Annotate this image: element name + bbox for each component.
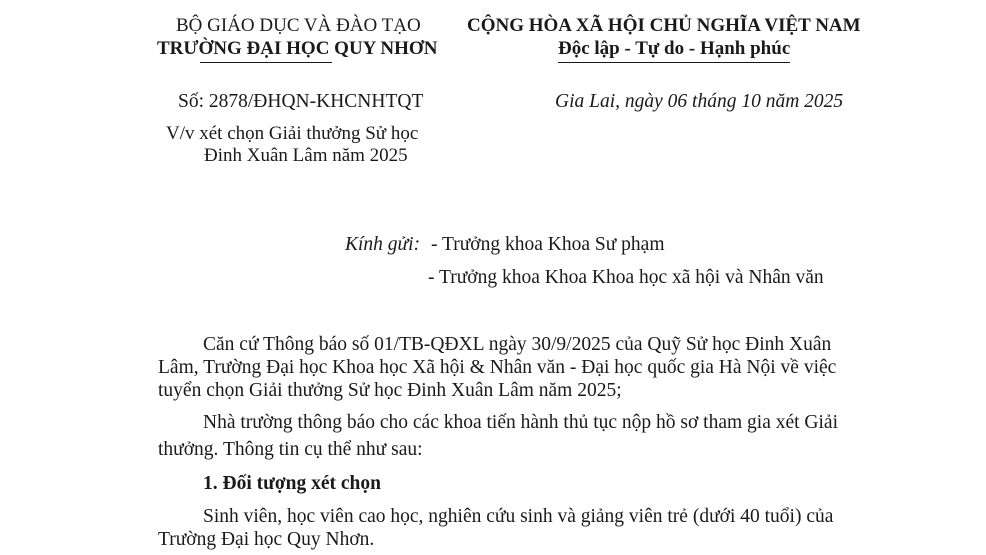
section-1-heading: 1. Đối tượng xét chọn: [203, 473, 381, 494]
subject-line-2: Đinh Xuân Lâm năm 2025: [204, 145, 408, 166]
recipients-label: Kính gửi:: [345, 234, 421, 255]
paragraph-2-line-1: Nhà trường thông báo cho các khoa tiến hành thủ tục nộp hồ sơ tham gia xét Giải: [203, 412, 838, 433]
recipient-2: - Trưởng khoa Khoa Khoa học xã hội và Nhân văn: [428, 267, 824, 288]
ministry-name: BỘ GIÁO DỤC VÀ ĐÀO TẠO: [176, 15, 421, 36]
paragraph-1-line-3: tuyển chọn Giải thưởng Sử học Đinh Xuân Lâm năm 2025;: [158, 380, 622, 401]
university-underline: [200, 62, 332, 63]
subject-line-1: V/v xét chọn Giải thưởng Sử học: [166, 123, 419, 144]
place-date: Gia Lai, ngày 06 tháng 10 năm 2025: [555, 91, 844, 112]
paragraph-1-line-1: Căn cứ Thông báo số 01/TB-QĐXL ngày 30/9/2025 của Quỹ Sử học Đinh Xuân: [203, 334, 832, 355]
recipient-1: - Trưởng khoa Khoa Sư phạm: [431, 234, 665, 255]
nation-title: CỘNG HÒA XÃ HỘI CHỦ NGHĨA VIỆT NAM: [467, 15, 861, 36]
national-motto: Độc lập - Tự do - Hạnh phúc: [558, 38, 791, 59]
document-number: Số: 2878/ĐHQN-KHCNHTQT: [178, 91, 424, 112]
paragraph-1-line-2: Lâm, Trường Đại học Khoa học Xã hội & Nhân văn - Đại học quốc gia Hà Nội về việc: [158, 357, 837, 378]
paragraph-2-line-2: thưởng. Thông tin cụ thể như sau:: [158, 439, 423, 460]
paragraph-3-line-1: Sinh viên, học viên cao học, nghiên cứu sinh và giảng viên trẻ (dưới 40 tuổi) của: [203, 506, 834, 527]
motto-underline: [558, 62, 790, 63]
university-name: TRƯỜNG ĐẠI HỌC QUY NHƠN: [157, 38, 438, 59]
paragraph-3-line-2: Trường Đại học Quy Nhơn.: [158, 529, 375, 550]
